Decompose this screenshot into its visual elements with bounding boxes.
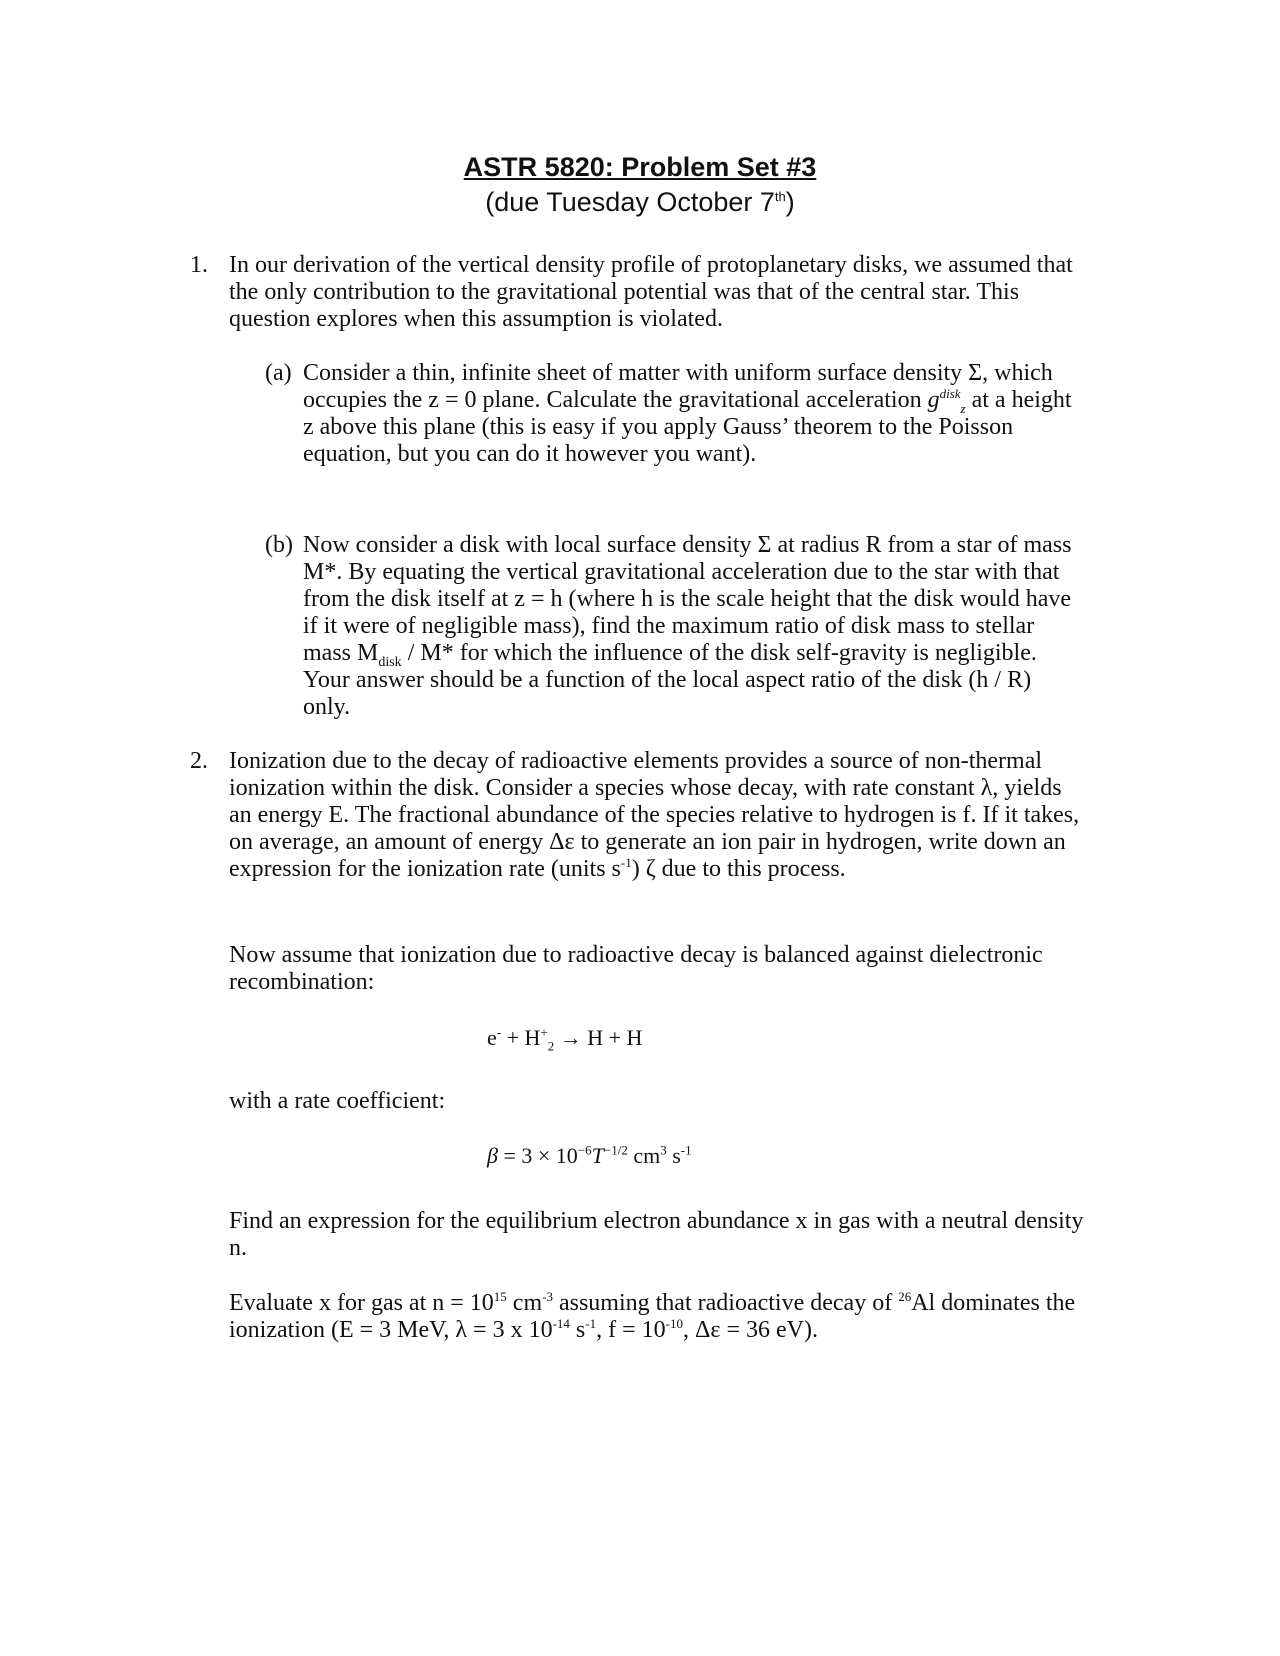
g-disk-symbol [927,386,966,416]
question-2-p1-tail: ) ζ due to this process. [631,856,846,882]
rate-coefficient-equation [487,1142,692,1170]
eq2-temperature: T [591,1143,604,1168]
question-2-p1-text: Ionization due to the decay of radioactive elements provides a source of non-thermal ionization within the disk. Consider a species whose decay, with rate constant λ, yields an energy E. The fractional abundance of the species relative to hydrogen is f. If it takes, on average, an amount of energy Δε to generate an ion pair in hydrogen, write down an expression for the ionization rate (units s [229,748,1080,882]
question-1a-text-part2: at a height z above this plane (this is easy if you apply Gauss’ theorem to the Poisson equation, but you can do it however you want). [303,387,1072,467]
question-1b-label: (b) [265,532,293,558]
eq1-products: → H + H [554,1025,643,1050]
p5-sup-2: -3 [542,1289,553,1304]
eq1-electron-sup: - [496,1024,502,1040]
eq2-beta: β [487,1143,498,1168]
p5-part-e: s [569,1317,586,1343]
question-1a-label: (a) [265,360,292,386]
question-2-paragraph-4: Find an expression for the equilibrium electron abundance x in gas with a neutral density n. [229,1208,1084,1261]
p5-sup-1: 15 [493,1289,507,1304]
question-2-paragraph-2: Now assume that ionization due to radioactive decay is balanced against dielectronic recombination: [229,942,1043,995]
question-1b-text [303,532,1083,721]
g-symbol-sup: disk [939,386,961,401]
recombination-equation [487,1024,642,1052]
due-date [0,184,1280,220]
page-title: ASTR 5820: Problem Set #3 [463,152,817,182]
question-2-paragraph-5 [229,1290,1089,1344]
p5-part-g: , Δε = 36 eV). [682,1317,819,1343]
question-2-paragraph-3: with a rate coefficient: [229,1088,446,1114]
p5-part-d: Al dominates the ionization (E = 3 MeV, λ = 3 x 10 [229,1290,1076,1343]
due-date-text: (due Tuesday October 7 [485,187,775,217]
question-2-number: 2. [190,748,208,774]
question-1a-text [303,360,1073,468]
eq2-coeff: = 3 × 10 [497,1143,578,1168]
p5-sup-6: -10 [665,1316,683,1331]
question-1b-text-part2: / M* for which the influence of the disk self-gravity is negligible. Your answer should be a function of the local aspect ratio of the disk (h / R) only. [303,640,1037,720]
header [0,150,1280,220]
p5-part-c: assuming that radioactive decay of [552,1290,899,1316]
eq1-hydrogen: + H [501,1025,541,1050]
question-1-intro: In our derivation of the vertical density profile of protoplanetary disks, we assumed that the only contribution to the gravitational potential was that of the central star. This question explores when this assumption is violated. [229,252,1073,332]
g-symbol: g [927,387,940,413]
eq2-cm-sup: 3 [660,1142,667,1158]
question-1-number: 1. [190,252,208,278]
g-symbol-sub: z [960,400,966,416]
question-1b-text-part1: Now consider a disk with local surface density Σ at radius R from a star of mass M*. By equating the vertical gravitational acceleration due to the star with that from the disk itself at z = h (where h is the scale height that the disk would have if it were of negligible mass), find the maximum ratio of disk mass to stellar mass M [303,532,1072,666]
question-1a-text-part1: Consider a thin, infinite sheet of matter with uniform surface density Σ, which occupies the z = 0 plane. Calculate the gravitational acceleration [303,360,1053,413]
due-date-sup: th [774,189,786,204]
eq1-electron: e [487,1025,497,1050]
due-date-close: ) [785,187,795,217]
eq1-h-sup: + [540,1024,548,1040]
p5-sup-4: -14 [552,1316,570,1331]
p5-part-a: Evaluate x for gas at n = 10 [229,1290,494,1316]
p5-part-b: cm [506,1290,543,1316]
p5-part-f: , f = 10 [596,1317,666,1343]
question-2-paragraph-1 [229,748,1089,883]
eq2-cm: cm [627,1143,661,1168]
eq1-h-sub: 2 [547,1038,555,1054]
p5-sup-3: 26 [898,1289,912,1304]
eq2-s: s [666,1143,681,1168]
question-2-p1-sup: -1 [620,855,632,870]
eq2-exp1: −6 [577,1142,592,1158]
eq2-exp2: −1/2 [603,1142,628,1158]
m-disk-sub: disk [378,654,402,670]
eq2-s-sup: -1 [680,1142,692,1158]
p5-sup-5: -1 [585,1316,597,1331]
